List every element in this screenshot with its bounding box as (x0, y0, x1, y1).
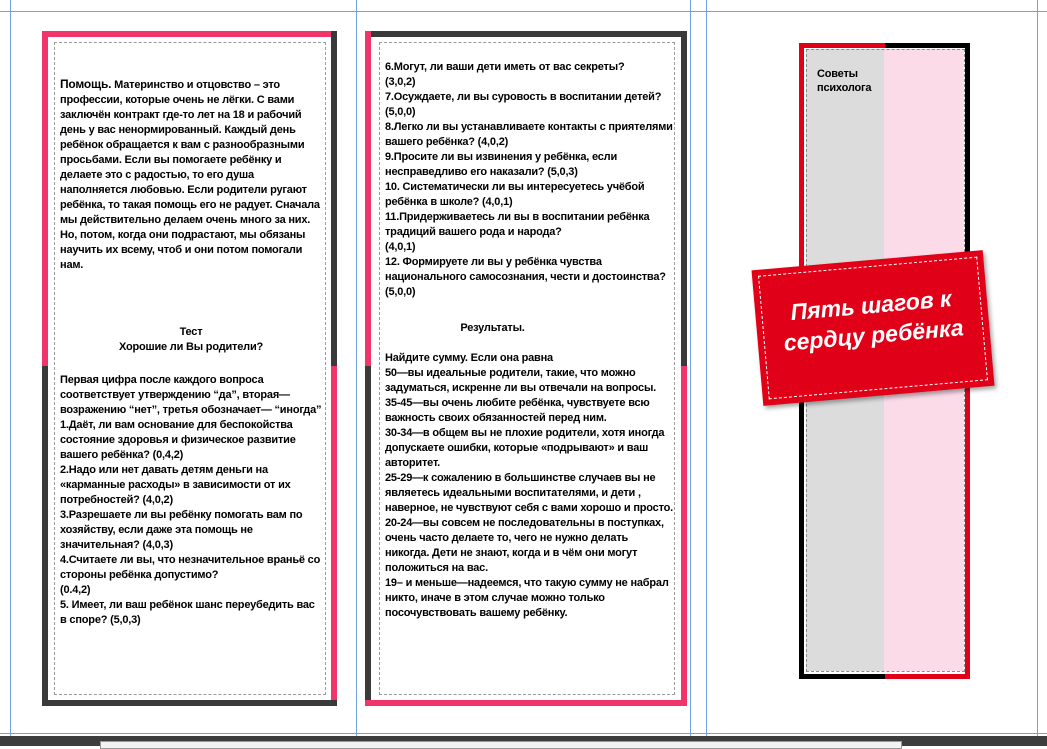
test-questions-1-5 (60, 373, 322, 628)
frame-right-bar-bottom (331, 366, 337, 706)
cover-top-black (885, 43, 970, 48)
result-30-34: 30-34—в общем вы не плохие родители, хотя иногда допускаете ошибки, которые «подрывают» и ваш авторитет. (385, 427, 665, 469)
psychologist-label: Советы психолога (817, 68, 872, 94)
frame-top-bar (365, 31, 687, 37)
result-20-24: 20-24—вы совсем не последовательны в поступках, очень часто делаете то, чего не нужно делать никогда. Дети не знают, когда и в чём они могут положиться на вас. (385, 517, 664, 574)
frame-right-bar-top (331, 31, 337, 366)
test-questions-6-12 (385, 60, 675, 300)
guide-line (0, 11, 1047, 12)
cover-bottom-red (885, 674, 970, 679)
question-8: 8.Легко ли вы устанавливаете контакты с приятелями вашего ребёнка? (4,0,2) (385, 121, 673, 148)
question-2: 2.Надо или нет давать детям деньги на «карманные расходы» в зависимости от их потребностей? (4,0,2) (60, 464, 291, 506)
frame-top-bar (42, 31, 337, 37)
test-subtitle: Хорошие ли Вы родители? (118, 341, 264, 353)
test-title: Тест (179, 326, 203, 338)
guide-line (10, 0, 11, 736)
question-11: 11.Придерживаетесь ли вы в воспитании ребёнка традиций вашего рода и народа? (4,0,1) (385, 211, 650, 253)
result-25-29: 25-29—к сожалению в большинстве случаев вы не являетесь идеальными воспитателями, и дети , наверное, не чувствуют себя с вами хорошо и просто. (385, 472, 674, 514)
brochure-title: Пять шагов к сердцу ребёнка (782, 285, 965, 356)
frame-right-bar-bottom (681, 366, 687, 706)
frame-left-bar-bottom (365, 366, 371, 706)
cover-right-black (965, 43, 970, 275)
frame-left-bar-bottom (42, 366, 48, 706)
question-10: 10. Систематически ли вы интересуетесь учёбой ребёнка в школе? (4,0,1) (385, 181, 645, 208)
question-5: 5. Имеет, ли ваш ребёнок шанс переубедить вас в споре? (5,0,3) (60, 599, 315, 626)
result-50: 50—вы идеальные родители, такие, что можно задуматься, искренне ли вы отвечали на вопросы. (385, 367, 657, 394)
question-7: 7.Осуждаете, ли вы суровость в воспитании детей? (5,0,0) (385, 91, 662, 118)
question-9: 9.Просите ли вы извинения у ребёнка, если несправедливо его наказали? (5,0,3) (385, 151, 618, 178)
question-12: 12. Формируете ли вы у ребёнка чувства национального самосознания, чести и достоинства? (5,0,0) (385, 256, 666, 298)
instructions: Первая цифра после каждого вопроса соответствует утверждению “да”, вторая—возражению “нет”, третья обозначает— “иногда” (60, 374, 322, 416)
frame-bottom-bar (365, 700, 687, 706)
result-19: 19– и меньше—надеемся, что такую сумму не набрал никто, иначе в этом случае можно только посочувствовать вашему ребёнку. (385, 577, 669, 619)
title-banner (752, 250, 995, 406)
guide-line (356, 0, 357, 736)
intro-paragraph (60, 77, 322, 273)
guide-line (690, 0, 691, 736)
question-1: 1.Даёт, ли вам основание для беспокойства состояние здоровья и физическое развитие вашего ребёнка? (0,4,2) (60, 419, 296, 461)
frame-bottom-bar (42, 700, 337, 706)
test-heading (60, 325, 322, 355)
result-35-45: 35-45—вы очень любите ребёнка, чувствуете всю важность своих обязанностей перед ним. (385, 397, 650, 424)
results-list (385, 351, 675, 621)
intro-heading: Помощь. (60, 77, 112, 91)
cover-top-red (799, 43, 885, 48)
frame-left-bar-top (42, 31, 48, 366)
horizontal-scrollbar[interactable] (100, 741, 902, 749)
find-sum: Найдите сумму. Если она равна (385, 352, 553, 364)
question-3: 3.Разрешаете ли вы ребёнку помогать вам по хозяйству, если даже эта помощь не значительная? (4,0,3) (60, 509, 303, 551)
results-title: Результаты. (460, 322, 525, 334)
guide-line (1037, 0, 1038, 736)
intro-text: Материнство и отцовство – это профессии, которые очень не лёгки. С вами заключён контракт где-то лет на 18 и рабочий день у вас ненормированный. Каждый день ребёнок обращается к вам с разнообразными просьбами. Если вы помогаете ребёнку и делаете это с радостью, то его душа наполняется любовью. Если родители ругают ребёнка, то такая помощь его не радует. Сначала мы действительно делаем очень много за них. Но, потом, когда они подрастают, мы обязаны научить их всему, чтоб и они потом помогали нам. (60, 79, 320, 271)
question-4: 4.Считаете ли вы, что незначительное враньё со стороны ребёнка допустимо? (0.4,2) (60, 554, 321, 596)
frame-right-bar-top (681, 31, 687, 366)
results-heading (385, 321, 600, 336)
guide-line (0, 733, 1047, 734)
cover-bottom-black (799, 674, 885, 679)
guide-line (706, 0, 707, 736)
frame-left-bar-top (365, 31, 371, 366)
cover-left-red (799, 43, 804, 275)
question-6: 6.Могут, ли ваши дети иметь от вас секреты? (3,0,2) (385, 61, 625, 88)
